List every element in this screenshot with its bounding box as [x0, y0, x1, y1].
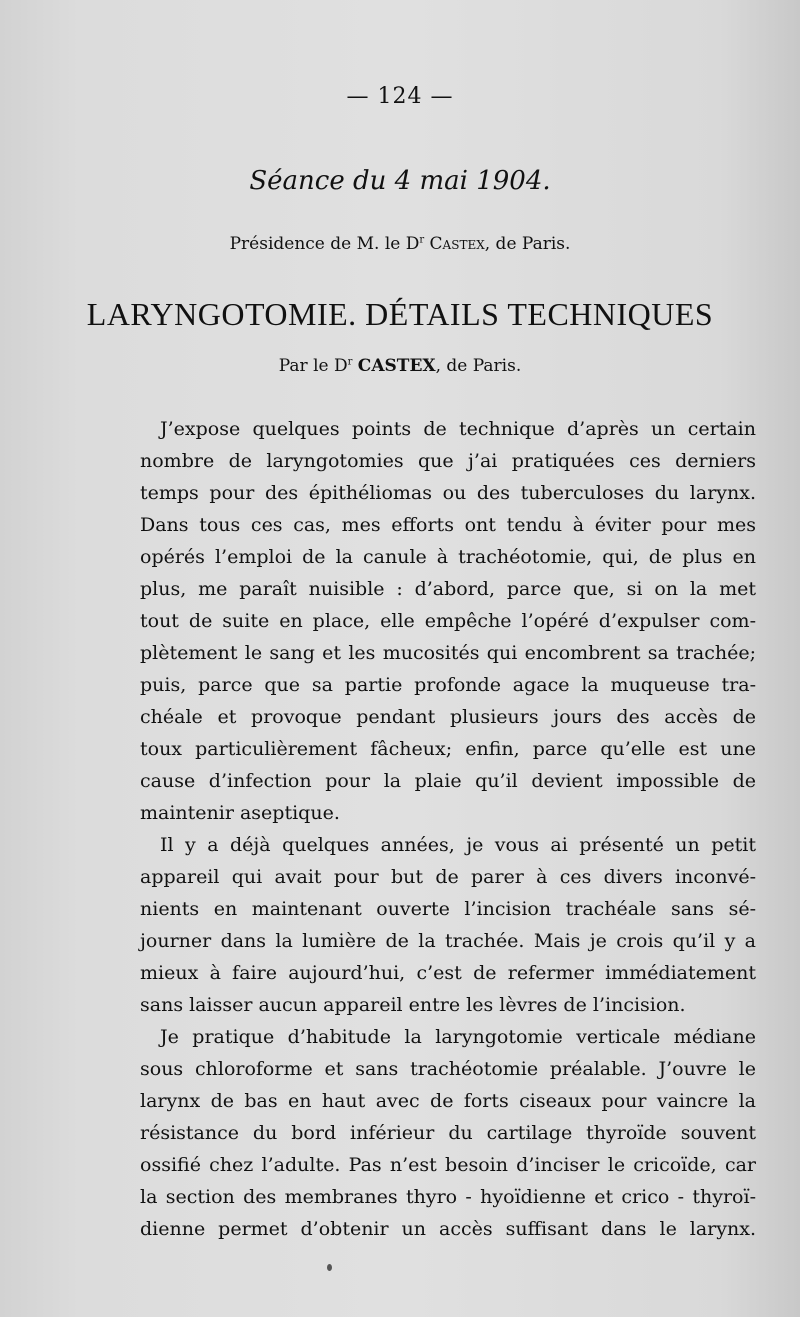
- byline-prefix: Par le D: [278, 356, 348, 376]
- byline-author: CASTEX: [357, 356, 436, 376]
- text-line: plètement le sang et les mucosités qui encombrent sa trachée;: [140, 642, 756, 664]
- presidence-line: [0, 234, 800, 254]
- byline-suffix: , de Paris.: [435, 356, 522, 376]
- text-line: mieux à faire aujourd’hui, c’est de refermer immédiatement: [140, 962, 756, 984]
- text-line: Je pratique d’habitude la laryngotomie verticale médiane: [160, 1026, 756, 1048]
- article-byline: [0, 356, 800, 376]
- text-line: plus, me paraît nuisible : d’abord, parce que, si on la met: [140, 578, 756, 600]
- presidence-prefix: Présidence de M. le D: [229, 234, 420, 254]
- text-line: toux particulièrement fâcheux; enfin, parce qu’elle est une: [140, 738, 756, 760]
- session-heading: Séance du 4 mai 1904.: [249, 166, 551, 196]
- text-line: nients en maintenant ouverte l’incision trachéale sans sé-: [140, 898, 756, 920]
- text-line: Il y a déjà quelques années, je vous ai présenté un petit: [160, 834, 756, 856]
- text-line: nombre de laryngotomies que j’ai pratiquées ces derniers: [140, 450, 756, 472]
- page-number: — 124 —: [346, 84, 454, 109]
- text-line: dienne permet d’obtenir un accès suffisant dans le larynx.: [140, 1218, 756, 1240]
- text-line: sous chloroforme et sans trachéotomie préalable. J’ouvre le: [140, 1058, 756, 1080]
- text-line: tout de suite en place, elle empêche l’opéré d’expulser com-: [140, 610, 756, 632]
- text-line: temps pour des épithéliomas ou des tuberculoses du larynx.: [140, 482, 756, 504]
- text-line: cause d’infection pour la plaie qu’il devient impossible de: [140, 770, 756, 792]
- text-line: la section des membranes thyro - hyoïdienne et crico - thyroï-: [140, 1186, 756, 1208]
- text-line: J’expose quelques points de technique d’après un certain: [160, 418, 756, 440]
- text-line: chéale et provoque pendant plusieurs jours des accès de: [140, 706, 756, 728]
- presidence-sup: r: [419, 234, 425, 246]
- text-line: puis, parce que sa partie profonde agace la muqueuse tra-: [140, 674, 756, 696]
- text-line: larynx de bas en haut avec de forts ciseaux pour vaincre la: [140, 1090, 756, 1112]
- text-line: maintenir aseptique.: [140, 802, 340, 824]
- presidence-name: Castex: [429, 234, 485, 254]
- text-line: ossifié chez l’adulte. Pas n’est besoin d’inciser le cricoïde, car: [140, 1154, 756, 1176]
- body-text: [140, 413, 756, 1245]
- text-line: Dans tous ces cas, mes efforts ont tendu à éviter pour mes: [140, 514, 756, 536]
- text-line: journer dans la lumière de la trachée. Mais je crois qu’il y a: [140, 930, 756, 952]
- text-line: opérés l’emploi de la canule à trachéotomie, qui, de plus en: [140, 546, 756, 568]
- presidence-suffix: , de Paris.: [484, 234, 571, 254]
- article-title: LARYNGOTOMIE. DÉTAILS TECHNIQUES: [86, 296, 714, 332]
- text-line: résistance du bord inférieur du cartilage thyroïde souvent: [140, 1122, 756, 1144]
- byline-sup: r: [347, 356, 353, 368]
- text-line: appareil qui avait pour but de parer à ces divers inconvé-: [140, 866, 756, 888]
- ink-speck: [327, 1264, 332, 1271]
- text-line: sans laisser aucun appareil entre les lèvres de l’incision.: [140, 994, 686, 1016]
